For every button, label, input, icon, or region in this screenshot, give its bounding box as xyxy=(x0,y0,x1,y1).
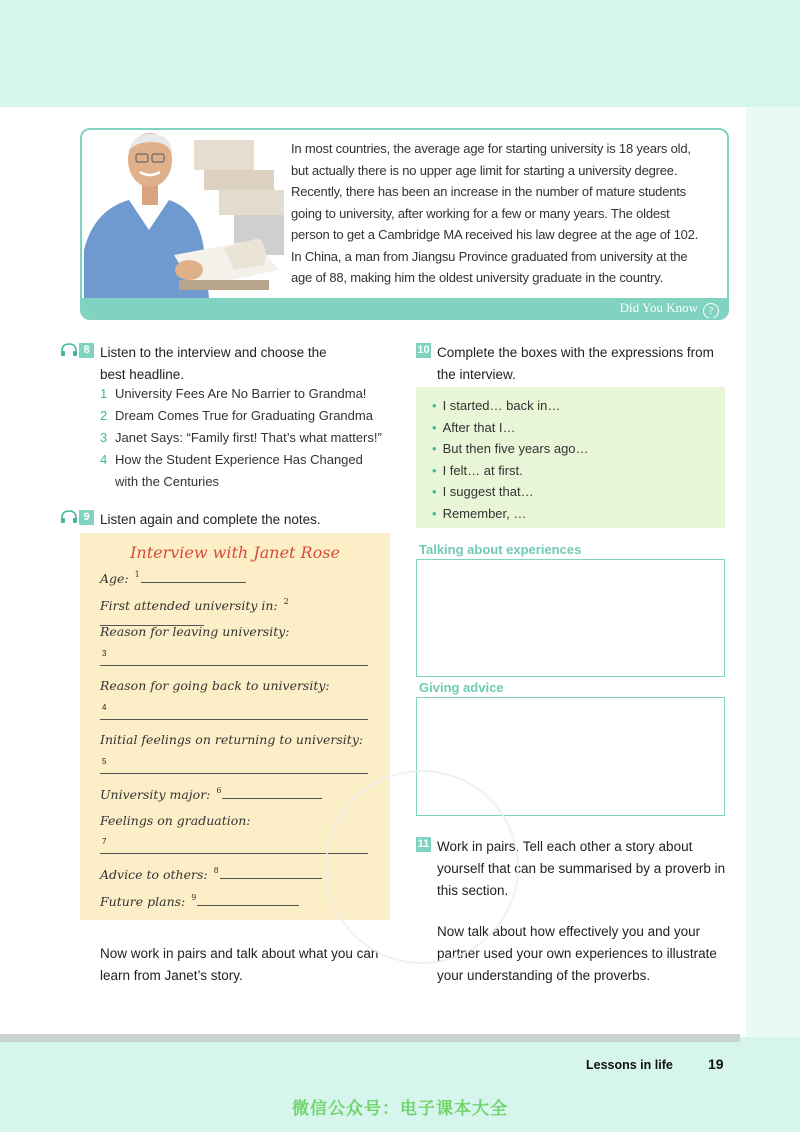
list-item: • I felt… at first. xyxy=(432,460,725,482)
question-9-heading xyxy=(60,509,321,531)
question-11-instruction: Work in pairs. Tell each other a story about yourself that can be summarised by a proverb in this section. xyxy=(436,839,726,898)
answer-blank-4[interactable]: 4 xyxy=(100,705,368,720)
note-first-attended: First attended university in: $^2$ xyxy=(100,597,390,629)
note-future: Future plans: $^9$ xyxy=(100,893,299,909)
note-major: University major: $^6$ xyxy=(100,786,322,802)
question-8-heading xyxy=(60,342,390,386)
did-you-know-label: Did You Know xyxy=(619,300,698,315)
headphones-icon xyxy=(60,510,78,524)
expressions-box xyxy=(416,387,725,528)
question-mark-icon: ? xyxy=(703,303,719,319)
answer-blank-3[interactable]: 3 xyxy=(100,651,368,666)
question-10-number: 10 xyxy=(417,344,430,356)
list-item[interactable]: 4 How the Student Experience Has Changed with the Centuries xyxy=(100,452,363,489)
notes-title: Interview with Janet Rose xyxy=(130,543,340,562)
note-advice: Advice to others: $^8$ xyxy=(100,866,322,882)
did-you-know-box xyxy=(80,128,729,320)
giving-advice-label: Giving advice xyxy=(419,680,504,695)
headphones-icon xyxy=(60,343,78,357)
answer-blank-8[interactable] xyxy=(220,866,322,879)
footer-section-title: Lessons in life xyxy=(586,1058,673,1072)
list-item: • I suggest that… xyxy=(432,481,725,503)
page-edge-strip xyxy=(746,107,800,1037)
talking-about-experiences-label: Talking about experiences xyxy=(419,542,582,557)
note-age: Age: $^1$ xyxy=(100,570,246,586)
list-item[interactable]: 1 University Fees Are No Barrier to Grandma! xyxy=(100,386,367,401)
question-10-instruction: Complete the boxes with the expressions from the interview. xyxy=(437,345,714,382)
list-item: • I started… back in… xyxy=(432,395,725,417)
wechat-caption: 微信公众号：电子课本大全 xyxy=(292,1099,508,1118)
question-11-number: 11 xyxy=(417,838,430,850)
question-11-follow-up: Now talk about how effectively you and your partner used your own experiences to illustrate your understanding of the proverbs. xyxy=(437,924,717,983)
question-8-number: 8 xyxy=(79,343,94,358)
answer-blank-7[interactable]: 7 xyxy=(100,839,368,854)
question-9-follow-up: Now work in pairs and talk about what you can learn from Janet’s story. xyxy=(100,946,379,983)
note-initial-feelings: Initial feelings on returning to university: xyxy=(100,732,364,747)
photo-older-student xyxy=(84,130,284,298)
question-9-number: 9 xyxy=(79,510,94,525)
page-shadow xyxy=(0,1034,740,1042)
headline-options xyxy=(100,383,400,493)
publisher-watermark xyxy=(325,770,519,964)
question-10-heading xyxy=(416,342,726,386)
answer-blank-6[interactable] xyxy=(222,786,322,799)
list-item: • Remember, … xyxy=(432,503,725,525)
question-8-instruction: Listen to the interview and choose the best headline. xyxy=(100,345,327,382)
note-reason-leaving: Reason for leaving university: xyxy=(100,624,290,639)
note-reason-back: Reason for going back to university: xyxy=(100,678,330,693)
talking-about-experiences-box[interactable] xyxy=(416,559,725,677)
list-item: • After that I… xyxy=(432,417,725,439)
list-item[interactable]: 2 Dream Comes True for Graduating Grandma xyxy=(100,408,373,423)
list-item: • But then five years ago… xyxy=(432,438,725,460)
page-number: 19 xyxy=(708,1056,724,1072)
did-you-know-bar xyxy=(82,298,727,318)
list-item[interactable]: 3 Janet Says: “Family first! That’s what matters!” xyxy=(100,430,382,445)
did-you-know-text: In most countries, the average age for starting university is 18 years old, but actually there is no upper age limit for starting a university degree. Recently, there has been an increase in the number of mature students going to university, after working for a few or many years. The oldest person to get a Cambridge MA received his law degree at the age of 102. In China, a man from Jiangsu Province graduated from university at the age of 88, making him the oldest university graduate in the country. xyxy=(291,141,699,285)
question-9-instruction: Listen again and complete the notes. xyxy=(100,512,321,527)
answer-blank-1[interactable] xyxy=(141,570,246,583)
answer-blank-5[interactable]: 5 xyxy=(100,759,368,774)
note-feelings-graduation: Feelings on graduation: xyxy=(100,813,251,828)
answer-blank-9[interactable] xyxy=(197,893,299,906)
